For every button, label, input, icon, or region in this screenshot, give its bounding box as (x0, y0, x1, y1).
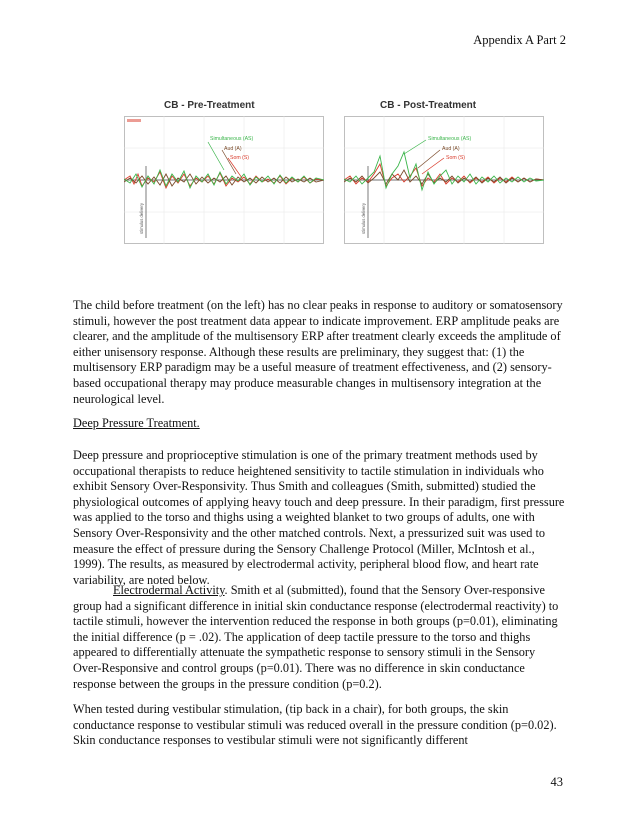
paragraph-erp-results (73, 298, 565, 407)
erp-panel-post (344, 100, 554, 246)
erp-figure (124, 100, 570, 246)
erp-plot-post (344, 116, 544, 244)
paragraph-electrodermal (73, 583, 565, 692)
page-header: Appendix A Part 2 (473, 33, 566, 47)
paragraph-text: The child before treatment (on the left) has no clear peaks in response to auditory or somatosensory stimuli, however the post treatment data appear to indicate improvement. ERP amplitude peaks are clearer, and the amplitude of the multisensory ERP after treatment clearly exceeds the amplitude of either unisensory response. Although these results are preliminary, they suggest that: (1) the multisensory ERP paradigm may be a useful measure of treatment effectiveness, and (2) sensory-based occupational therapy may produce measurable changes in multisensory integration at the neurological level. (73, 298, 563, 406)
paragraph-text: . Smith et al (submitted), found that the Sensory Over-responsive group had a significant difference in initial skin conductance response (electrodermal reactivity) to tactile stimuli, however the intervention reduced the response in both groups (p=0.01), eliminating the initial difference (p = .02). The application of deep tactile pressure to the torso and thighs appeared to differentially attenuate the sympathetic response to sensory stimuli in the Sensory Over-Responsive and control groups (p=0.01). There was no difference in skin conductance response between the groups in the pressure condition (p=0.2). (73, 583, 559, 691)
legend-som-post: Som (S) (446, 155, 466, 161)
erp-plot-pre (124, 116, 324, 244)
paragraph-deep-pressure (73, 448, 565, 588)
legend-simultaneous-pre: Simultaneous (AS) (210, 136, 254, 142)
stimulus-label-pre: stimulus delivery (139, 203, 144, 234)
legend-aud-post: Aud (A) (442, 146, 460, 152)
section-heading: Deep Pressure Treatment. (73, 416, 200, 430)
paragraph-text: When tested during vestibular stimulation, (tip back in a chair), for both groups, the skin conductance response to vestibular stimuli was reduced overall in the pressure condition (p=0.02). Skin conductance responses to vestibular stimuli were not significantly different (73, 702, 557, 748)
paragraph-vestibular (73, 702, 565, 749)
legend-som-pre: Som (S) (230, 155, 250, 161)
paragraph-text: Deep pressure and proprioceptive stimulation is one of the primary treatment methods used by occupational therapists to reduce heightened sensitivity to tactile stimulation in individuals who exhibit Sensory Over-Responsivity. Thus Smith and colleagues (Smith, submitted) studied the physiological outcomes of applying heavy touch and deep pressure. In their paradigm, first pressure was applied to the torso and thighs using a weighted blanket to two groups of adults, one with Sensory Over-Responsivity and the other matched controls. Next, a pressurized suit was used to measure the effect of pressure during the Sensory Challenge Protocol (Miller, McIntosh et al., 1999). The results, as measured by electrodermal activity, peripheral blood flow, and heart rate variability, are noted below. (73, 448, 565, 587)
erp-panel-pre (124, 100, 334, 246)
stimulus-label-post: stimulus delivery (361, 203, 366, 234)
legend-aud-pre: Aud (A) (224, 146, 242, 152)
subheading-electrodermal: Electrodermal Activity (113, 583, 225, 597)
panel-title-post: CB - Post-Treatment (380, 100, 477, 111)
page-number: 43 (550, 775, 563, 789)
legend-simultaneous-post: Simultaneous (AS) (428, 136, 472, 142)
panel-title-pre: CB - Pre-Treatment (164, 100, 255, 111)
